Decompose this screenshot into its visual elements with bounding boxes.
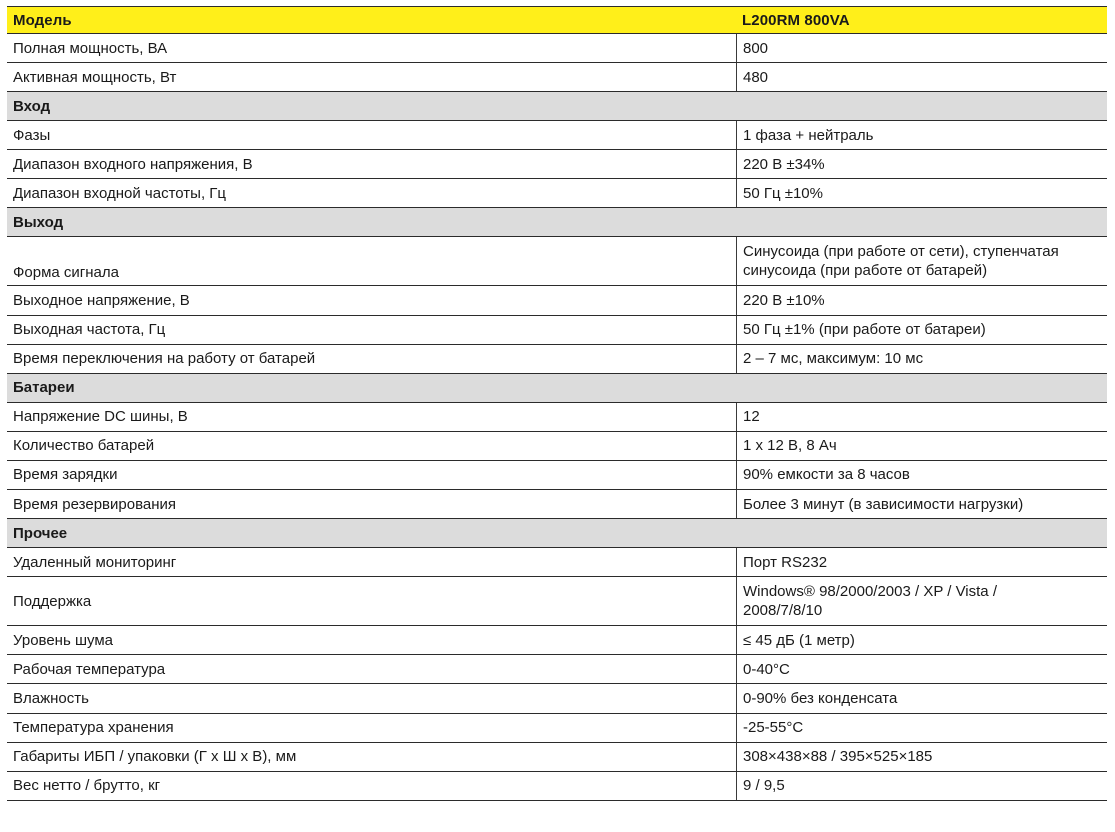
model-value: L200RM 800VA [742,11,850,29]
section-header-output [7,208,1107,237]
table-row [7,626,1107,655]
table-row [7,743,1107,772]
spec-label: Выходное напряжение, В [13,292,190,310]
spec-value: -25-55°C [736,714,1107,742]
table-row [7,150,1107,179]
table-header-row [7,6,1107,34]
spec-label: Удаленный мониторинг [13,553,177,571]
spec-label: Полная мощность, ВА [13,39,168,57]
table-row [7,34,1107,63]
spec-label: Выходная частота, Гц [13,321,166,339]
spec-value: 50 Гц ±10% [736,179,1107,207]
table-row [7,403,1107,432]
spec-value: 1 x 12 В, 8 Ач [736,432,1107,460]
spec-value: 308×438×88 / 395×525×185 [736,743,1107,771]
spec-label: Диапазон входной частоты, Гц [13,184,226,202]
spec-label: Температура хранения [13,719,174,737]
spec-value: 0-90% без конденсата [736,684,1107,712]
spec-label: Количество батарей [13,437,155,455]
table-row [7,179,1107,208]
spec-label: Активная мощность, Вт [13,68,177,86]
table-row [7,121,1107,150]
section-title: Батареи [13,379,75,397]
table-row [7,548,1107,577]
spec-label: Вес нетто / брутто, кг [13,777,161,795]
spec-value-line: 2008/7/8/10 [743,602,823,620]
spec-value: 9 / 9,5 [736,772,1107,800]
spec-value: 50 Гц ±1% (при работе от батареи) [736,316,1107,344]
table-row [7,63,1107,92]
section-title: Выход [13,213,64,231]
spec-value: 220 В ±10% [736,286,1107,314]
table-row [7,461,1107,490]
section-header-batteries [7,374,1107,403]
spec-label: Фазы [13,126,51,144]
spec-value: Более 3 минут (в зависимости нагрузки) [736,490,1107,518]
table-row [7,714,1107,743]
spec-value: 1 фаза + нейтраль [736,121,1107,149]
spec-label: Влажность [13,689,89,707]
spec-label: Рабочая температура [13,660,166,678]
spec-label: Время зарядки [13,466,118,484]
spec-label: Габариты ИБП / упаковки (Г х Ш х В), мм [13,748,297,766]
spec-table [7,6,1107,801]
table-row [7,577,1107,626]
spec-value: 480 [736,63,1107,91]
spec-value [736,237,1107,285]
table-row [7,684,1107,713]
spec-value: 0-40°C [736,655,1107,683]
spec-value: 800 [736,34,1107,62]
spec-value: 2 – 7 мс, максимум: 10 мс [736,345,1107,373]
spec-label: Напряжение DC шины, В [13,408,188,426]
spec-value [736,577,1107,625]
spec-value: ≤ 45 дБ (1 метр) [736,626,1107,654]
spec-label: Время переключения на работу от батарей [13,350,316,368]
spec-label: Время резервирования [13,495,177,513]
spec-value: 90% емкости за 8 часов [736,461,1107,489]
spec-value-line: Windows® 98/2000/2003 / XP / Vista / [743,583,997,601]
table-row [7,490,1107,519]
spec-value: 220 В ±34% [736,150,1107,178]
spec-value: Порт RS232 [736,548,1107,576]
section-header-other [7,519,1107,548]
model-label: Модель [13,11,72,29]
table-row [7,345,1107,374]
section-header-input [7,92,1107,121]
table-row [7,316,1107,345]
section-title: Прочее [13,524,68,542]
spec-label: Поддержка [13,592,92,610]
spec-label: Форма сигнала [13,264,119,282]
table-row [7,655,1107,684]
spec-value: 12 [736,403,1107,431]
table-row [7,772,1107,801]
table-row [7,432,1107,461]
spec-label: Уровень шума [13,631,113,649]
spec-label: Диапазон входного напряжения, В [13,155,253,173]
table-row [7,286,1107,315]
spec-value-line: синусоида (при работе от батарей) [743,262,988,280]
section-title: Вход [13,97,51,115]
table-row [7,237,1107,286]
spec-value-line: Синусоида (при работе от сети), ступенчатая [743,243,1059,261]
